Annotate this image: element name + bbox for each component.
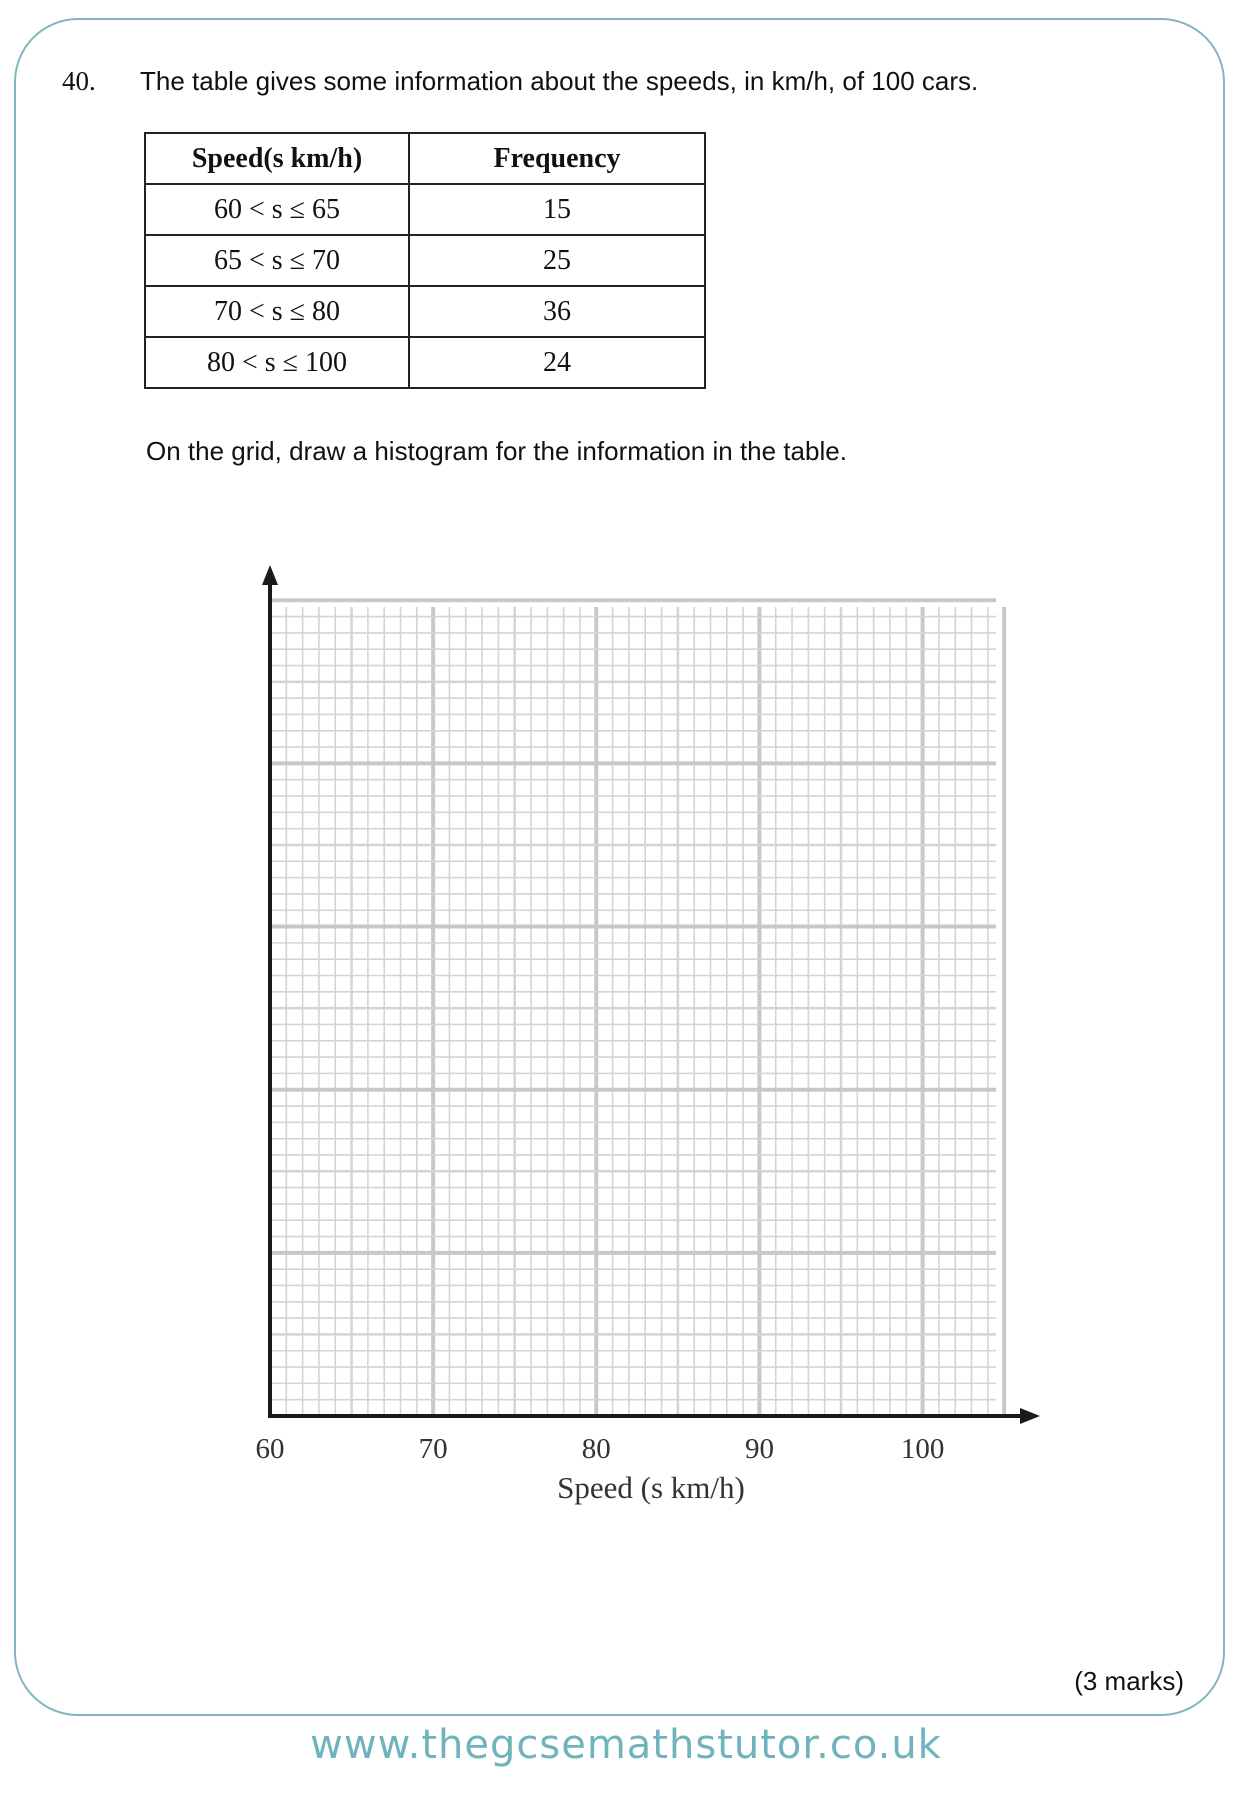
- x-axis-arrow-icon: [1020, 1408, 1040, 1424]
- question-text: The table gives some information about the speeds, in km/h, of 100 cars.: [140, 66, 979, 96]
- header-frequency: Frequency: [409, 133, 705, 184]
- marks-label: (3 marks): [1074, 1666, 1184, 1696]
- header-speed: Speed(s km/h): [145, 133, 409, 184]
- row-frequency: 36: [409, 286, 705, 337]
- x-tick-label: 90: [744, 1433, 774, 1465]
- question-instruction: On the grid, draw a histogram for the information in the table.: [146, 436, 847, 466]
- row-interval: 70 < s ≤ 80: [145, 286, 409, 337]
- row-interval: 65 < s ≤ 70: [145, 235, 409, 286]
- x-tick-label: 100: [900, 1433, 945, 1465]
- row-interval: 60 < s ≤ 65: [145, 184, 409, 235]
- question-number: 40.: [62, 66, 96, 96]
- x-tick-labels: [256, 1433, 945, 1465]
- x-tick-label: 80: [581, 1433, 611, 1465]
- y-axis-arrow-icon: [262, 565, 278, 585]
- x-tick-label: 70: [418, 1433, 448, 1465]
- row-frequency: 25: [409, 235, 705, 286]
- x-tick-label: 60: [255, 1433, 285, 1465]
- x-axis-label: Speed (s km/h): [557, 1470, 745, 1505]
- graph-paper-grid: [270, 600, 1004, 1416]
- row-interval: 80 < s ≤ 100: [145, 337, 409, 388]
- row-frequency: 15: [409, 184, 705, 235]
- row-frequency: 24: [409, 337, 705, 388]
- footer-url[interactable]: www.thegcsemathstutor.co.uk: [310, 1722, 942, 1768]
